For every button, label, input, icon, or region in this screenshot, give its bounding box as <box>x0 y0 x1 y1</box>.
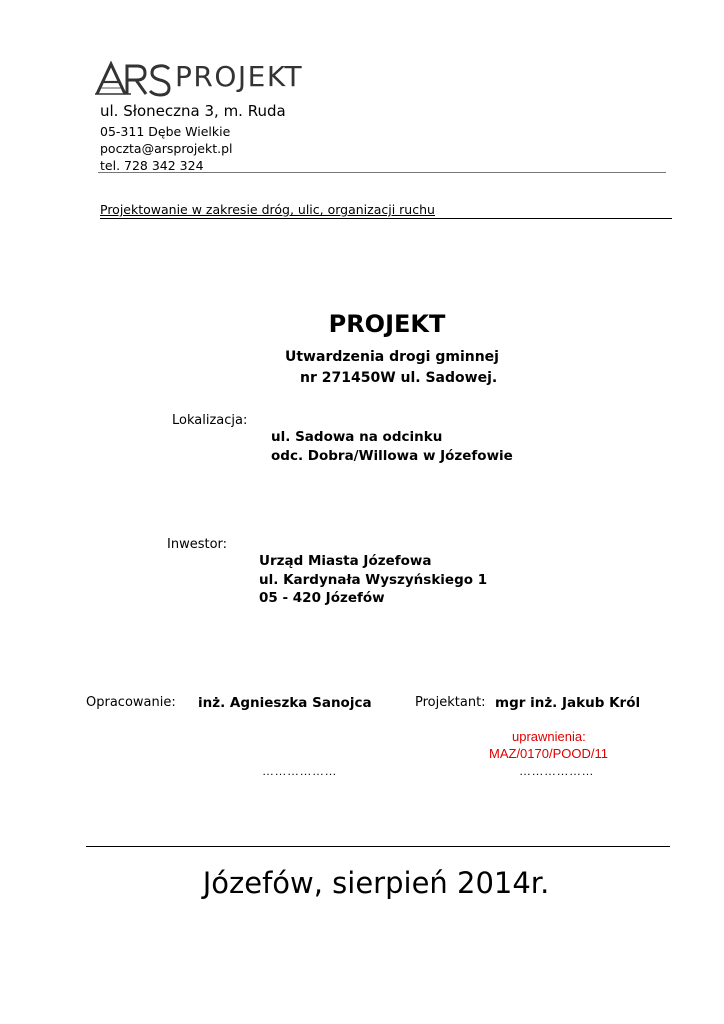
header-divider <box>98 172 666 173</box>
prepared-by-label: Opracowanie: <box>86 695 176 710</box>
location-label: Lokalizacja: <box>172 413 248 428</box>
company-scope-text: Projektowanie w zakresie dróg, ulic, organizacji ruchu <box>100 202 435 217</box>
ars-logo-mark <box>95 58 173 98</box>
place-and-date: Józefów, sierpień 2014r. <box>202 866 550 900</box>
prepared-by-name: inż. Agnieszka Sanojca <box>198 695 372 711</box>
document-subtitle-line2: nr 271450W ul. Sadowej. <box>300 370 498 386</box>
signature-line-designer: ……………… <box>519 764 594 778</box>
investor-label: Inwestor: <box>167 537 228 552</box>
designer-name: mgr inż. Jakub Król <box>495 695 641 711</box>
company-street: ul. Słoneczna 3, m. Ruda <box>100 102 286 120</box>
document-title: PROJEKT <box>328 310 446 338</box>
signature-line-prepared: ……………… <box>262 764 337 778</box>
footer-divider <box>86 846 670 847</box>
investor-line2: ul. Kardynała Wyszyńskiego 1 <box>259 572 488 588</box>
company-scope <box>100 202 672 219</box>
logo-wordmark: PROJEKT <box>175 60 304 93</box>
license-label: uprawnienia: <box>512 729 586 744</box>
company-email: poczta@arsprojekt.pl <box>100 141 233 156</box>
document-subtitle-line1: Utwardzenia drogi gminnej <box>285 349 499 365</box>
investor-line1: Urząd Miasta Józefowa <box>259 553 432 569</box>
investor-line3: 05 - 420 Józefów <box>259 590 385 606</box>
designer-label: Projektant: <box>415 695 486 710</box>
company-phone: tel. 728 342 324 <box>100 158 204 173</box>
location-line1: ul. Sadowa na odcinku <box>271 429 443 445</box>
company-postal-city: 05-311 Dębe Wielkie <box>100 124 231 139</box>
location-line2: odc. Dobra/Willowa w Józefowie <box>271 448 513 464</box>
license-number: MAZ/0170/POOD/11 <box>489 746 608 761</box>
